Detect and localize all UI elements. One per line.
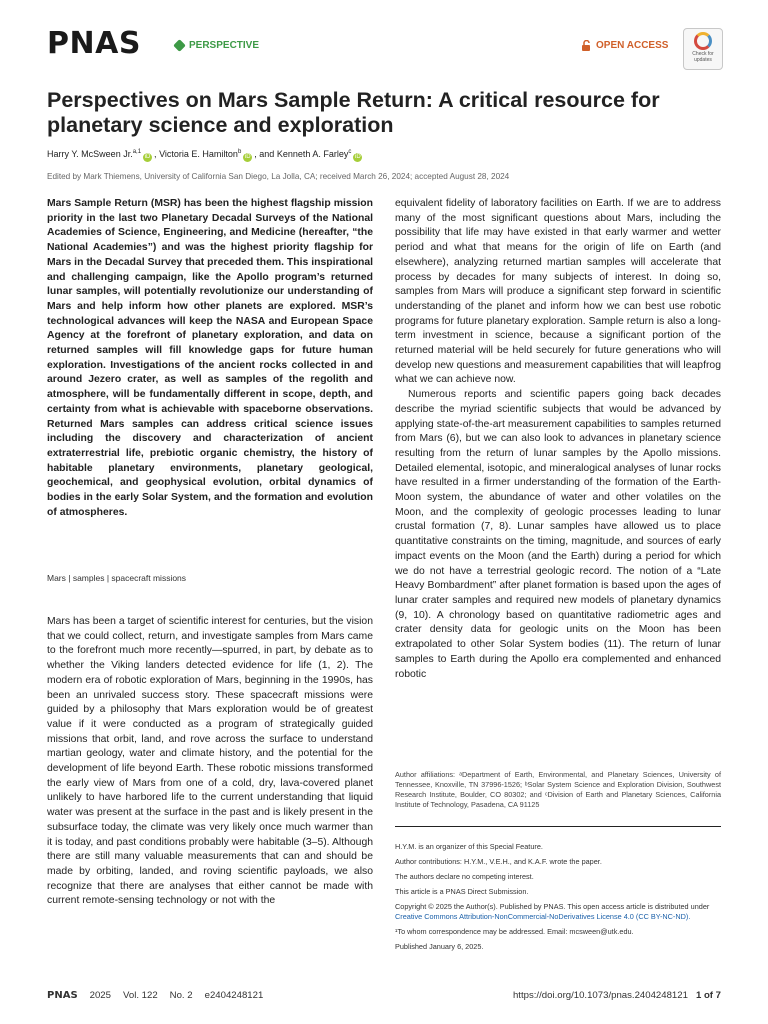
page-number: 1 of 7	[695, 990, 721, 1001]
footnote-divider	[395, 826, 721, 827]
check-for-updates-label: Check for updates	[692, 51, 714, 63]
body-text-right-column	[395, 197, 721, 682]
footer-article-id: e2404248121	[204, 990, 264, 1001]
open-access-text: OPEN ACCESS	[596, 40, 669, 51]
copyright-text: Copyright © 2025 the Author(s). Published by PNAS. This open access article is distributed under	[395, 902, 710, 911]
footer-volume: Vol. 122	[122, 990, 158, 1001]
check-for-updates-button[interactable]	[683, 28, 723, 70]
abstract	[47, 197, 373, 520]
organizer-note: H.Y.M. is an organizer of this Special Feature.	[395, 842, 543, 851]
article-title: Perspectives on Mars Sample Return: A critical resource for planetary science and exploration	[47, 88, 660, 137]
author-name[interactable]: Harry Y. McSween Jr.	[47, 149, 133, 159]
body-text-left-column	[47, 615, 373, 909]
crossmark-icon	[694, 32, 712, 50]
abstract-text: Mars Sample Return (MSR) has been the highest flagship mission priority in the last two Planetary Decadal Surveys of the National Academies of Science, Engineering, and Medicine (hereafter, “the National Academies”) and was the highest priority flagship for Mars in the Decadal Survey that preceded them. This inspirational and challenging campaign, like the Apollo program’s returned lunar samples, will potentially revolutionize our understanding of Mars and help inform how other planets are explored. MSR’s technological advances will keep the NASA and European Space Agency at the forefront of planetary exploration, and data on returned samples will fill knowledge gaps for future human exploration. Investigations of the ancient rocks collected in and around Jezero crater, as well as samples of the regolith and atmosphere, will be fundamentally different in scope, depth, and certainty from what is achievable with spaceborne observations. Returned Mars samples can address critical science issues including the discovery and characterization of ancient extraterrestrial life, prebiotic organic chemistry, the history of habitable planetary environments, planetary geological, geochemical, and geophysical evolution, orbital dynamics of bodies in the early Solar System, and the formation and evolution of atmospheres.	[47, 198, 373, 518]
body-paragraph: Mars has been a target of scientific interest for centuries, but the vision that we could collect, return, and investigate samples from Mars came to the forefront much more recently—spurred, in part, by debate as to whether the Viking landers detected evidence for life (1, 2). The modern era of robotic exploration of Mars, beginning in the 1990s, has been an unrivaled success story. These spacecraft missions were guided by a philosophy that Mars exploration would be of greatest value if it were conducted as a program of strategically guided missions that orbit, land, and rove across the surface to understand martian geology, water and climate history, and the potential for the development of life beyond Earth. These robotic missions transformed the early view of Mars from one of a cold, dry, lava-covered planet unlikely to have harbored life to the current understanding that liquid water was present at the surface in the past and is likely present in the subsurface today, the climate was very likely once much warmer than it is today, and past conditions probably were habitable (3–5). Although there are still many valuable measurements that can and should be made by orbiting, landed, and roving scientific payloads, we also recognize that there are analyses that either cannot be made with current remote-sensing technology or not with the	[47, 616, 373, 907]
author-separator: ,	[154, 149, 160, 159]
submission-note: This article is a PNAS Direct Submission.	[395, 887, 529, 896]
author-separator: , and	[254, 149, 277, 159]
competing-interest-note: The authors declare no competing interest.	[395, 872, 534, 881]
copyright-note	[395, 902, 721, 922]
body-paragraph: equivalent fidelity of laboratory facilities on Earth. If we are to address many of the most significant questions about Mars, including the possibility that life may have existed in that early warmer and wetter period and what that means for the origin of life on Earth (and elsewhere), analyzing returned martian samples will accelerate that process by decades for many subjects of interest. In doing so, samples from Mars will produce a significant step forward in scientific understanding of the planet and inform how we can best use robotic programs for future planetary exploration. Sample return is also a long-term investment in science, because a significant portion of the returned material will be held securely for future generations who will develop new questions and measurement capabilities that will leapfrog what we can achieve now.	[395, 198, 721, 386]
license-link[interactable]: Creative Commons Attribution-NonCommercial-NoDerivatives License 4.0 (CC BY-NC-ND).	[395, 912, 691, 921]
section-label	[175, 40, 259, 51]
open-lock-icon	[581, 40, 591, 51]
author-affiliation-mark: a,1	[132, 149, 142, 155]
author-list	[47, 149, 364, 162]
published-date: Published January 6, 2025.	[395, 942, 484, 951]
author-affiliations: Author affiliations: ᵃDepartment of Earth, Environmental, and Planetary Sciences, University of Tennessee, Knoxville, TN 37996-1526; ᵇSolar System Science and Exploration Division, Southwest Research Institute, Boulder, CO 80302; and ᶜDivision of Earth and Planetary Sciences, California Institute of Technology, Pasadena, CA 91125	[395, 770, 721, 809]
keywords: Mars | samples | spacecraft missions	[47, 573, 187, 583]
body-paragraph: Numerous reports and scientific papers going back decades describe the myriad scientific subjects that would be advanced by applying state-of-the-art measurement capabilities to samples returned from Mars (6), but we can also look to advances in planetary science resulting from the return of lunar samples by the Apollo missions. Detailed elemental, isotopic, and mineralogical analyses of lunar rocks have resulted in a firmer understanding of the formation of the Earth-Moon system, the abundance of water and other volatiles on the Moon, and the complexity of geologic processes leading to lunar crustal formation (7, 8). Lunar samples have allowed us to place quantitative constraints on the timing, magnitude, and sources of early impact events on the Moon (and the Earth) during a period for which we do not have a terrestrial geologic record. The notion of a “Late Heavy Bombardment” after planet formation is based upon the ages of lunar crater samples and required new models of planetary dynamics (9, 10). A chronology based on quantitative radiometric ages and crater density data for geologic units on the Moon has been extrapolated to other Solar System bodies (11). The return of lunar samples to Earth during the Apollo era complemented and enhanced robotic	[395, 389, 721, 680]
doi-link[interactable]: https://doi.org/10.1073/pnas.2404248121	[512, 990, 688, 1001]
orcid-icon[interactable]: iD	[144, 154, 151, 160]
footer-journal: PNAS	[47, 990, 78, 1001]
author-affiliation-mark: c	[348, 149, 352, 155]
correspondence-note: ¹To whom correspondence may be addressed. Email: mcsween@utk.edu.	[395, 927, 634, 936]
orcid-icon[interactable]: iD	[355, 154, 361, 160]
contributions-note: Author contributions: H.Y.M., V.E.H., and K.A.F. wrote the paper.	[395, 857, 602, 866]
open-access-badge	[581, 40, 668, 51]
orcid-icon[interactable]: iD	[244, 154, 251, 160]
author-name[interactable]: Victoria E. Hamilton	[159, 149, 238, 159]
footer-doi-page	[508, 990, 721, 1001]
editor-dates-line: Edited by Mark Thiemens, University of California San Diego, La Jolla, CA; received March 26, 2024; accepted August 28, 2024	[47, 172, 510, 181]
section-text: PERSPECTIVE	[189, 40, 260, 51]
footer-year: 2025	[89, 990, 111, 1001]
author-affiliation-mark: b	[237, 149, 242, 155]
footer-citation	[47, 990, 275, 1001]
article-notes	[395, 842, 721, 957]
footer-issue: No. 2	[169, 990, 193, 1001]
section-diamond-icon	[173, 39, 186, 52]
journal-logo[interactable]: PNAS	[47, 26, 141, 61]
author-name[interactable]: Kenneth A. Farley	[276, 149, 349, 159]
